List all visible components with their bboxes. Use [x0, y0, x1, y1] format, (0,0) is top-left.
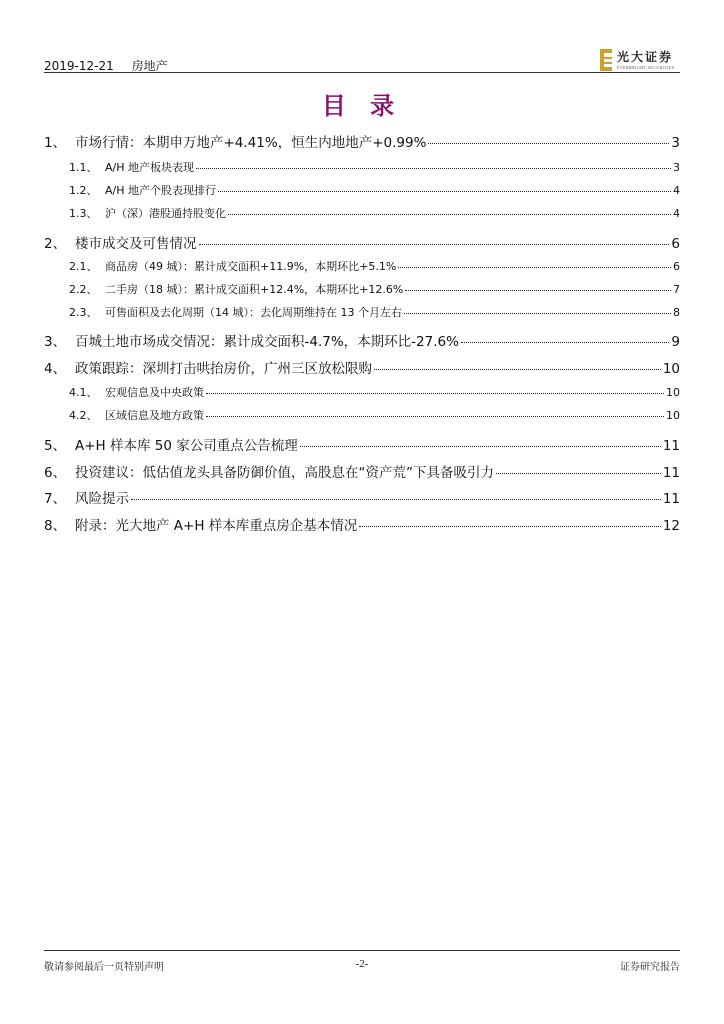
toc-entry[interactable]: [44, 487, 680, 507]
toc-entry[interactable]: [44, 258, 680, 274]
toc-entry[interactable]: [44, 182, 680, 198]
toc-entry-page: 4: [673, 184, 680, 197]
toc-entry-number: 2、: [44, 236, 67, 252]
page-title: 目 录: [321, 92, 403, 120]
toc-entry[interactable]: [44, 281, 680, 297]
toc-entry-title: 沪（深）港股通持股变化: [105, 207, 226, 220]
toc-leader-dots: [405, 279, 671, 291]
toc-entry-page: 12: [662, 518, 680, 534]
toc-entry[interactable]: [44, 131, 680, 151]
toc-entry-title: 商品房（49 城）：累计成交面积+11.9%，本期环比+5.1%: [105, 260, 397, 273]
toc-entry-title: 楼市成交及可售情况: [75, 236, 197, 252]
toc-entry[interactable]: [44, 434, 680, 454]
toc-entry-page: 6: [673, 260, 680, 273]
toc-entry-page: 3: [673, 161, 680, 174]
toc-entry-number: 4.1、: [69, 386, 98, 399]
toc-leader-dots: [404, 302, 671, 314]
toc-entry-title: 宏观信息及中央政策: [105, 386, 204, 399]
toc-leader-dots: [374, 356, 661, 371]
toc-entry-title: 投资建议：低估值龙头具备防御价值，高股息在“资产荒”下具备吸引力: [75, 465, 494, 481]
footer-doc-type: 证券研究报告: [620, 962, 680, 973]
toc-entry-title: 政策跟踪：深圳打击哄抬房价，广州三区放松限购: [75, 361, 372, 377]
toc-leader-dots: [496, 460, 661, 475]
toc-entry-title: 区域信息及地方政策: [105, 409, 204, 422]
toc-entry[interactable]: [44, 159, 680, 175]
toc-entry-page: 8: [673, 306, 680, 319]
toc-entry-number: 4、: [44, 361, 67, 377]
toc-leader-dots: [196, 157, 671, 169]
toc-leader-dots: [300, 433, 661, 448]
logo-name-en: EVERBRIGHT SECURITIES: [617, 65, 675, 70]
toc-entry[interactable]: [44, 330, 680, 350]
toc-entry-page: 10: [662, 361, 680, 377]
toc-entry-title: A/H 地产板块表现: [105, 161, 194, 174]
toc-entry-title: 附录：光大地产 A+H 样本库重点房企基本情况: [75, 518, 358, 534]
toc-entry[interactable]: [44, 384, 680, 400]
toc-entry-number: 2.1、: [69, 260, 98, 273]
toc-leader-dots: [199, 231, 670, 246]
report-category: 房地产: [131, 59, 168, 73]
toc-entry[interactable]: [44, 232, 680, 252]
toc-leader-dots: [398, 256, 671, 268]
toc-entry-page: 11: [662, 438, 680, 454]
toc-entry-number: 1、: [44, 135, 67, 151]
toc-entry-page: 9: [671, 334, 680, 350]
toc-entry-title: 风险提示: [75, 491, 129, 507]
toc-entry[interactable]: [44, 461, 680, 481]
toc-entry-page: 7: [673, 283, 680, 296]
toc-entry[interactable]: [44, 304, 680, 320]
toc-entry-number: 2.2、: [69, 283, 98, 296]
toc-entry-page: 10: [666, 409, 680, 422]
toc-entry-title: A/H 地产个股表现排行: [105, 184, 216, 197]
toc-entry-number: 8、: [44, 518, 67, 534]
page-number: -2-: [355, 958, 369, 970]
toc-entry-number: 5、: [44, 438, 67, 454]
toc-leader-dots: [228, 203, 671, 215]
toc-entry[interactable]: [44, 205, 680, 221]
toc-leader-dots: [131, 486, 661, 501]
toc-entry-page: 6: [671, 236, 680, 252]
toc-leader-dots: [461, 329, 669, 344]
toc-entry-number: 7、: [44, 491, 67, 507]
toc-entry-number: 1.1、: [69, 161, 98, 174]
logo-mark-icon: [600, 49, 612, 71]
toc-entry-number: 1.2、: [69, 184, 98, 197]
toc-entry[interactable]: [44, 407, 680, 423]
toc-entry-page: 11: [662, 491, 680, 507]
toc-entry[interactable]: [44, 514, 680, 534]
toc-leader-dots: [218, 180, 671, 192]
toc-entry-page: 11: [662, 465, 680, 481]
toc-entry-number: 3、: [44, 334, 67, 350]
toc-entry[interactable]: [44, 357, 680, 377]
toc-entry-title: 二手房（18 城）：累计成交面积+12.4%，本期环比+12.6%: [105, 283, 404, 296]
toc-leader-dots: [206, 405, 664, 417]
footer-divider: [44, 950, 680, 951]
toc-entry-number: 1.3、: [69, 207, 98, 220]
footer-disclaimer: 敬请参阅最后一页特别声明: [44, 962, 164, 973]
toc-leader-dots: [359, 513, 661, 528]
report-date: 2019-12-21: [44, 59, 114, 73]
page-header: [44, 48, 680, 78]
toc-entry-number: 2.3、: [69, 306, 98, 319]
toc-entry-number: 4.2、: [69, 409, 98, 422]
toc-entry-page: 3: [671, 135, 680, 151]
toc-leader-dots: [428, 130, 669, 145]
toc-entry-page: 10: [666, 386, 680, 399]
toc-entry-title: 市场行情：本期申万地产+4.41%，恒生内地地产+0.99%: [75, 135, 427, 151]
toc-entry-page: 4: [673, 207, 680, 220]
header-divider: [44, 72, 680, 73]
toc-entry-title: A+H 样本库 50 家公司重点公告梳理: [75, 438, 298, 454]
toc-entry-number: 6、: [44, 465, 67, 481]
toc-entry-title: 百城土地市场成交情况：累计成交面积-4.7%，本期环比-27.6%: [75, 334, 459, 350]
toc-entry-title: 可售面积及去化周期（14 城）：去化周期维持在 13 个月左右: [105, 306, 402, 319]
logo-name-cn: 光大证券: [617, 50, 674, 64]
toc-leader-dots: [206, 382, 664, 394]
